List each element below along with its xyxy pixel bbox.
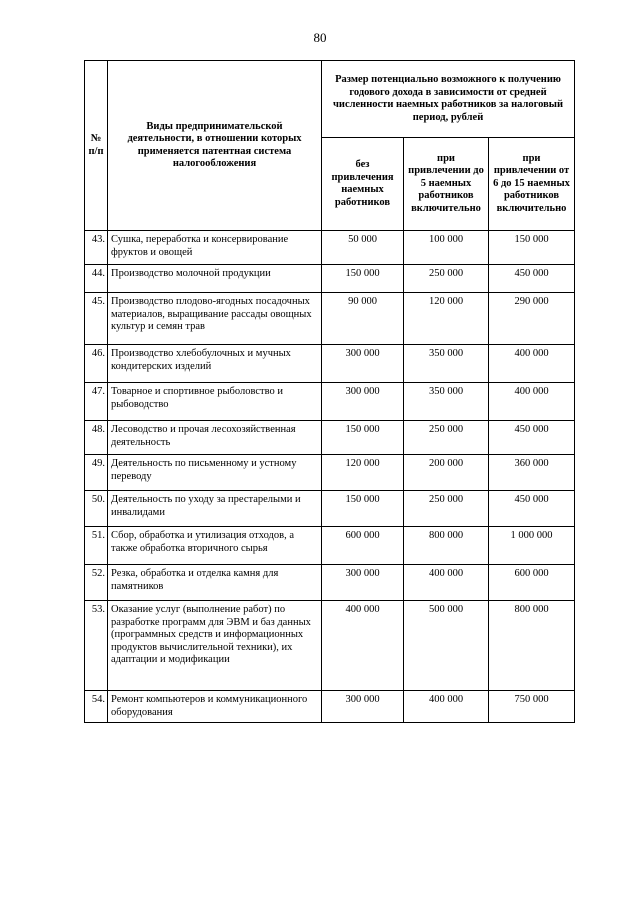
row-activity: Производство молочной продукции (108, 265, 322, 293)
row-activity: Сушка, переработка и консервирование фруктов и овощей (108, 231, 322, 265)
header-activity-kind: Виды предпринимательской деятельности, в отношении которых применяется патентная система налогообложения (108, 61, 322, 231)
row-income-without-employees: 400 000 (322, 601, 404, 691)
row-income-6-to-15: 1 000 000 (489, 527, 575, 565)
row-income-up-to-5: 250 000 (404, 265, 489, 293)
row-activity: Товарное и спортивное рыболовство и рыбоводство (108, 383, 322, 421)
row-activity: Резка, обработка и отделка камня для памятников (108, 565, 322, 601)
row-income-up-to-5: 350 000 (404, 383, 489, 421)
row-income-6-to-15: 400 000 (489, 383, 575, 421)
row-income-6-to-15: 600 000 (489, 565, 575, 601)
row-income-6-to-15: 450 000 (489, 491, 575, 527)
row-activity: Деятельность по письменному и устному переводу (108, 455, 322, 491)
row-number: 45. (85, 293, 108, 345)
row-number: 44. (85, 265, 108, 293)
row-number: 51. (85, 527, 108, 565)
table-row (85, 231, 575, 265)
row-income-up-to-5: 500 000 (404, 601, 489, 691)
row-income-without-employees: 90 000 (322, 293, 404, 345)
page-number: 80 (313, 30, 327, 45)
row-activity: Производство плодово-ягодных посадочных материалов, выращивание рассады овощных культур и семян трав (108, 293, 322, 345)
row-income-6-to-15: 360 000 (489, 455, 575, 491)
table-row (85, 491, 575, 527)
row-income-up-to-5: 100 000 (404, 231, 489, 265)
row-activity: Лесоводство и прочая лесохозяйственная деятельность (108, 421, 322, 455)
row-number: 48. (85, 421, 108, 455)
table-row (85, 293, 575, 345)
row-income-without-employees: 150 000 (322, 421, 404, 455)
table-row (85, 527, 575, 565)
row-income-without-employees: 50 000 (322, 231, 404, 265)
header-income-group: Размер потенциально возможного к получению годового дохода в зависимости от средней численности наемных работников за налоговый период, рублей (322, 61, 575, 138)
row-activity: Ремонт компьютеров и коммуникационного оборудования (108, 691, 322, 723)
header-col-up-to-5: при привлечении до 5 наемных работников включительно (404, 138, 489, 231)
table-row (85, 421, 575, 455)
row-income-without-employees: 150 000 (322, 491, 404, 527)
row-number: 53. (85, 601, 108, 691)
row-income-without-employees: 150 000 (322, 265, 404, 293)
row-income-up-to-5: 800 000 (404, 527, 489, 565)
row-number: 49. (85, 455, 108, 491)
header-col-6-to-15: при привлечении от 6 до 15 наемных работников включительно (489, 138, 575, 231)
table-row (85, 265, 575, 293)
row-income-6-to-15: 450 000 (489, 421, 575, 455)
row-number: 43. (85, 231, 108, 265)
row-activity: Производство хлебобулочных и мучных кондитерских изделий (108, 345, 322, 383)
table-row (85, 601, 575, 691)
table-row (85, 691, 575, 723)
row-income-up-to-5: 200 000 (404, 455, 489, 491)
row-activity: Сбор, обработка и утилизация отходов, а также обработка вторичного сырья (108, 527, 322, 565)
table-row (85, 345, 575, 383)
row-income-up-to-5: 250 000 (404, 491, 489, 527)
row-number: 52. (85, 565, 108, 601)
table-row (85, 383, 575, 421)
row-activity: Оказание услуг (выполнение работ) по разработке программ для ЭВМ и баз данных (программных средств и информационных продуктов вычислительной техники), их адаптации и модификации (108, 601, 322, 691)
row-income-6-to-15: 400 000 (489, 345, 575, 383)
row-number: 50. (85, 491, 108, 527)
row-income-without-employees: 300 000 (322, 691, 404, 723)
row-income-6-to-15: 150 000 (489, 231, 575, 265)
table-row (85, 455, 575, 491)
row-income-6-to-15: 750 000 (489, 691, 575, 723)
row-income-without-employees: 300 000 (322, 345, 404, 383)
row-income-6-to-15: 800 000 (489, 601, 575, 691)
row-income-without-employees: 300 000 (322, 565, 404, 601)
row-income-6-to-15: 290 000 (489, 293, 575, 345)
row-income-without-employees: 300 000 (322, 383, 404, 421)
row-number: 54. (85, 691, 108, 723)
row-income-up-to-5: 250 000 (404, 421, 489, 455)
row-income-6-to-15: 450 000 (489, 265, 575, 293)
header-col-without-employees: без привлечения наемных работников (322, 138, 404, 231)
patent-income-table (84, 60, 575, 723)
row-income-without-employees: 600 000 (322, 527, 404, 565)
header-number: № п/п (85, 61, 108, 231)
row-income-up-to-5: 400 000 (404, 691, 489, 723)
row-income-up-to-5: 350 000 (404, 345, 489, 383)
row-income-without-employees: 120 000 (322, 455, 404, 491)
table-row (85, 565, 575, 601)
row-income-up-to-5: 400 000 (404, 565, 489, 601)
row-activity: Деятельность по уходу за престарелыми и инвалидами (108, 491, 322, 527)
row-income-up-to-5: 120 000 (404, 293, 489, 345)
row-number: 47. (85, 383, 108, 421)
row-number: 46. (85, 345, 108, 383)
